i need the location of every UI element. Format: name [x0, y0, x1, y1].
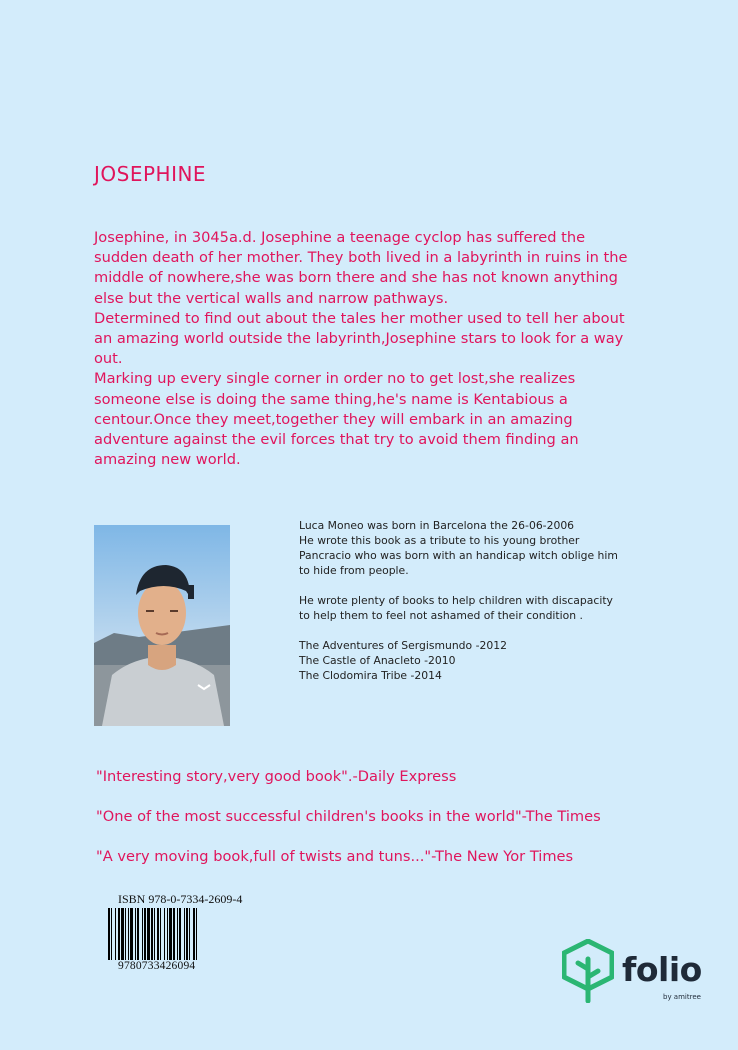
folio-leaf-icon	[562, 939, 614, 1003]
synopsis-line: Determined to find out about the tales her mother used to tell her about	[94, 309, 625, 327]
book-title: JOSEPHINE	[94, 162, 207, 186]
bio-line: to help them to feel not ashamed of their condition .	[299, 609, 583, 622]
isbn-label: ISBN 978-0-7334-2609-4	[118, 892, 243, 906]
bio-line: He wrote this book as a tribute to his young brother	[299, 534, 580, 547]
review-quote: "Interesting story,very good book".-Daily Express	[96, 768, 457, 785]
synopsis-line: else but the vertical walls and narrow pathways.	[94, 289, 449, 307]
bio-line: Pancracio who was born with an handicap witch oblige him	[299, 549, 618, 562]
synopsis-line: an amazing world outside the labyrinth,Josephine stars to look for a way	[94, 330, 624, 348]
synopsis-line: Marking up every single corner in order no to get lost,she realizes	[94, 370, 576, 388]
synopsis-line: Josephine, in 3045a.d. Josephine a teenage cyclop has suffered the	[94, 229, 586, 246]
book-list-item: The Adventures of Sergismundo -2012	[299, 639, 507, 652]
bio-line: Luca Moneo was born in Barcelona the 26-06-2006	[299, 519, 575, 532]
book-list	[299, 638, 699, 683]
author-bio	[299, 518, 699, 698]
synopsis-line: amazing new world.	[94, 451, 241, 469]
book-list-item: The Clodomira Tribe -2014	[299, 669, 442, 682]
bio-line: to hide from people.	[299, 564, 409, 577]
bio-line: He wrote plenty of books to help children with discapacity	[299, 594, 613, 607]
bio-paragraph	[299, 518, 699, 578]
review-quote: "One of the most successful children's books in the world"-The Times	[96, 808, 601, 825]
publisher-tagline: by amitree	[663, 993, 701, 1001]
synopsis-line: someone else is doing the same thing,he's name is Kentabious a	[94, 390, 568, 408]
bio-paragraph	[299, 593, 699, 623]
barcode-icon	[108, 908, 272, 960]
synopsis-line: adventure against the evil forces that try to avoid them finding an	[94, 431, 579, 449]
reviews	[96, 768, 601, 888]
publisher-name: folio	[622, 950, 702, 989]
synopsis-line: middle of nowhere,she was born there and she has not known anything	[94, 269, 618, 287]
synopsis-line: centour.Once they meet,together they will embark in an amazing	[94, 410, 573, 428]
synopsis-line: out.	[94, 350, 123, 368]
isbn-digits: 9780733426094	[118, 960, 196, 972]
author-photo	[94, 525, 230, 726]
review-quote: "A very moving book,full of twists and tuns..."-The New Yor Times	[96, 848, 574, 865]
book-list-item: The Castle of Anacleto -2010	[299, 654, 456, 667]
synopsis-line: sudden death of her mother. They both lived in a labyrinth in ruins in the	[94, 249, 628, 267]
synopsis	[94, 228, 664, 470]
